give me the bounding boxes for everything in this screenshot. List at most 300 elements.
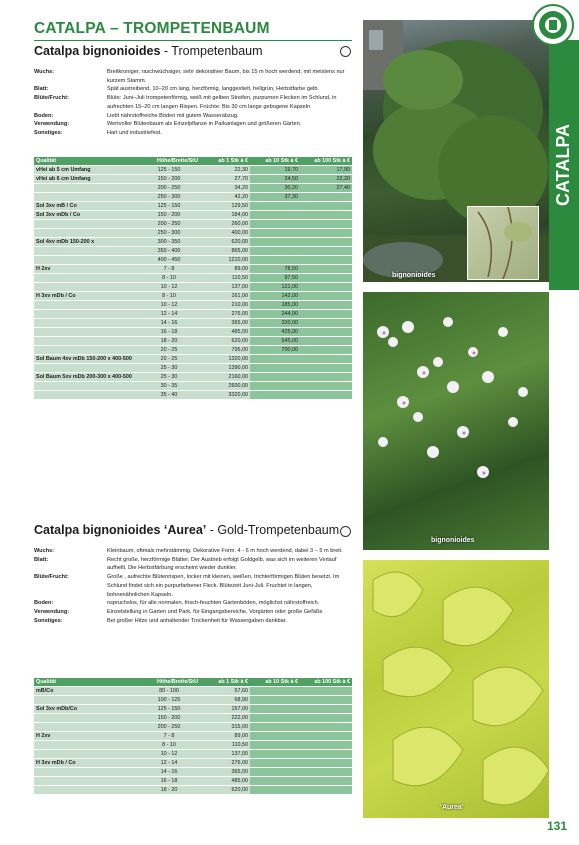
table-cell: 315,00 [200, 723, 250, 732]
flowers-graphic [363, 292, 549, 550]
table-cell [300, 382, 352, 391]
table-cell [34, 786, 138, 795]
photo-caption: bignonioides [392, 272, 436, 279]
table-cell: 865,00 [200, 247, 250, 256]
table-cell: 276,00 [200, 759, 250, 768]
common-title: TROMPETENBAUM [123, 20, 270, 37]
table-cell [300, 301, 352, 310]
description-value: Einzelstellung in Garten und Park, für Eingangsbereiche, Vorgärten oder große Gefäße [107, 608, 323, 615]
table-cell: 8 - 10 [138, 274, 200, 283]
table-cell [300, 723, 352, 732]
table-cell [250, 382, 300, 391]
table-cell [250, 229, 300, 238]
table-row [34, 705, 352, 714]
description-key: Sonstiges: [34, 617, 63, 624]
table-cell: 365,00 [200, 319, 250, 328]
table-cell: 150 - 200 [138, 211, 200, 220]
table-cell [250, 373, 300, 382]
description-value: nspruchslos, für alle normalen, frisch-feuchten Gartenböden, möglichst nährstoffreich. [107, 600, 320, 607]
table-cell: 260,00 [200, 220, 250, 229]
table-cell: 10 - 12 [138, 301, 200, 310]
table-cell [34, 256, 138, 265]
table-cell [34, 714, 138, 723]
table-cell: 12 - 14 [138, 759, 200, 768]
table-header-cell: Qualität [34, 678, 138, 687]
table-header-cell: Höhe/Breite/StU [138, 678, 200, 687]
seal-graphic [534, 6, 572, 44]
table-cell: 16 - 18 [138, 328, 200, 337]
table-cell: H 2xv [34, 732, 138, 741]
table-cell [300, 310, 352, 319]
table-row [34, 175, 352, 184]
table-cell [250, 714, 300, 723]
table-cell [250, 202, 300, 211]
table-cell: 1390,00 [200, 364, 250, 373]
photo-caption: ‘Aurea’ [440, 804, 464, 811]
table-cell [250, 687, 300, 696]
table-cell: 80 - 100 [138, 687, 200, 696]
description-key: Boden: [34, 112, 54, 119]
table-cell: 125 - 150 [138, 166, 200, 175]
table-cell: 184,00 [200, 211, 250, 220]
table-cell: 485,00 [200, 777, 250, 786]
table-row [34, 696, 352, 705]
description-value: Bei großer Hitze und anhaltender Trockenheit für Wassergaben dankbar. [107, 617, 287, 624]
table-row [34, 211, 352, 220]
table-cell: 125 - 150 [138, 705, 200, 714]
table-row [34, 301, 352, 310]
table-cell [300, 193, 352, 202]
table-header-cell: ab 10 Stk à € [250, 157, 300, 166]
table-cell [34, 193, 138, 202]
table-cell [300, 768, 352, 777]
table-cell: 7 - 8 [138, 265, 200, 274]
table-cell [300, 373, 352, 382]
table-cell [34, 274, 138, 283]
table-header-cell: Qualität [34, 157, 138, 166]
table-cell: 18 - 20 [138, 337, 200, 346]
table-cell [300, 714, 352, 723]
table-cell [300, 202, 352, 211]
species-common: - Gold-Trompetenbaum [206, 523, 340, 537]
table-cell: 42,20 [200, 193, 250, 202]
description-key: Blüte/Frucht: [34, 574, 69, 581]
table-row [34, 220, 352, 229]
table-cell: 365,00 [200, 768, 250, 777]
table-cell [34, 310, 138, 319]
table-cell [250, 238, 300, 247]
table-row [34, 310, 352, 319]
table-cell [34, 723, 138, 732]
table-cell: 200 - 250 [138, 220, 200, 229]
genus-title: CATALPA [34, 20, 106, 37]
table-cell: 24,50 [250, 175, 300, 184]
table-cell: 185,00 [250, 301, 300, 310]
table-cell [300, 247, 352, 256]
table-cell: 100 - 125 [138, 696, 200, 705]
photo-golden-leaves [363, 560, 549, 818]
table-cell: mB/Co [34, 687, 138, 696]
table-cell [34, 220, 138, 229]
table-cell: 10 - 12 [138, 750, 200, 759]
table-cell: 425,00 [250, 328, 300, 337]
table-cell [250, 391, 300, 400]
table-row [34, 364, 352, 373]
side-tab-label [549, 40, 579, 290]
table-row [34, 328, 352, 337]
table-cell: 2160,00 [200, 373, 250, 382]
description-key: Wuchs: [34, 548, 55, 554]
table-cell [34, 301, 138, 310]
description-value: Große , aufrechte Blütenrispen, locker mit kleinen, weißen, trichterförmigen Blüten besetzt. Im Schlund findet sich ein purpurfarbener Fleck. Blütezeit Juni-Juli. Fruchtet in langen, bohnenähnlichen Kapseln. [107, 574, 340, 598]
side-tab [549, 40, 579, 290]
table-cell: vHei ab 6 cm Umfang [34, 175, 138, 184]
table-cell: 37,30 [250, 193, 300, 202]
price-table [34, 678, 352, 794]
table-cell [300, 346, 352, 355]
select-circle-icon[interactable] [340, 526, 351, 537]
table-cell [250, 705, 300, 714]
table-row [34, 723, 352, 732]
table-row [34, 319, 352, 328]
table-cell: 795,00 [200, 346, 250, 355]
table-row [34, 256, 352, 265]
description-row [34, 599, 354, 608]
table-cell: 2600,00 [200, 382, 250, 391]
table-cell: 17,90 [300, 166, 352, 175]
table-cell: 78,50 [250, 265, 300, 274]
table-cell [34, 768, 138, 777]
table-cell: 30,20 [250, 184, 300, 193]
table-cell: 620,00 [200, 238, 250, 247]
table-cell: 1320,00 [200, 355, 250, 364]
table-cell [34, 184, 138, 193]
description-value: Kleinbaum, oftmals mehrstämmig. Dekorative Form. 4 - 6 m hoch werdend, dabei 3 – 5 m breit. [107, 548, 343, 554]
table-cell: 89,00 [200, 732, 250, 741]
species-heading [34, 44, 263, 58]
table-cell [300, 328, 352, 337]
table-cell: 276,00 [200, 310, 250, 319]
description-block [34, 547, 354, 625]
species-latin: Catalpa bignonioides ‘Aurea’ [34, 523, 207, 537]
table-cell: 121,00 [250, 283, 300, 292]
table-cell [34, 741, 138, 750]
table-cell [250, 364, 300, 373]
table-cell: 150 - 200 [138, 175, 200, 184]
table-cell: 250 - 300 [138, 193, 200, 202]
table-cell: H 3xv mDb / Co [34, 292, 138, 301]
table-cell: H 2xv [34, 265, 138, 274]
table-cell [300, 238, 352, 247]
table-cell [300, 777, 352, 786]
table-cell: Sol 3xv mDb / Co [34, 211, 138, 220]
table-row [34, 382, 352, 391]
table-cell [34, 319, 138, 328]
table-cell: 97,50 [250, 274, 300, 283]
description-key: Wuchs: [34, 69, 55, 75]
table-row [34, 292, 352, 301]
table-row [34, 193, 352, 202]
table-header-cell: ab 10 Stk à € [250, 678, 300, 687]
table-row [34, 759, 352, 768]
description-value: Breitkroniger, raschwüchsiger, sehr dekorativer Baum, bis 15 m hoch werdend, mit meistens nur kurzem Stamm. [107, 69, 345, 84]
table-row [34, 337, 352, 346]
table-cell: 27,70 [200, 175, 250, 184]
table-cell: 14 - 16 [138, 319, 200, 328]
description-row [34, 129, 354, 138]
table-cell: 110,50 [200, 274, 250, 283]
description-key: Verwendung: [34, 121, 70, 128]
table-cell [34, 382, 138, 391]
table-row [34, 265, 352, 274]
table-cell: vHei ab 5 cm Umfang [34, 166, 138, 175]
table-cell [34, 696, 138, 705]
table-row [34, 714, 352, 723]
table-row [34, 346, 352, 355]
table-cell: 222,00 [200, 714, 250, 723]
table-cell [300, 211, 352, 220]
table-row [34, 373, 352, 382]
table-cell [300, 229, 352, 238]
svg-text:CATALPA: CATALPA [552, 124, 573, 206]
description-value: Liebt nährstoffreiche Böden mit gutem Wasserabzug. [107, 112, 239, 119]
table-cell: 19,70 [250, 166, 300, 175]
table-cell [34, 337, 138, 346]
table-cell [34, 750, 138, 759]
table-cell: 22,20 [300, 175, 352, 184]
table-cell: Sol 4xv mDb 150-200 x [34, 238, 138, 247]
table-cell: 18 - 20 [138, 786, 200, 795]
table-cell [250, 211, 300, 220]
table-cell [250, 355, 300, 364]
description-key: Boden: [34, 600, 54, 607]
table-cell [300, 319, 352, 328]
table-cell: 16 - 18 [138, 777, 200, 786]
leaves-graphic [363, 560, 549, 818]
table-cell [300, 732, 352, 741]
table-cell: 22,30 [200, 166, 250, 175]
table-header-cell: ab 1 Stk à € [200, 678, 250, 687]
description-row [34, 547, 354, 556]
table-cell [300, 355, 352, 364]
description-value: Spät austreibend, 10–20 cm lang, herzförmig, langgestielt, hellgrün, Herbstfarbe gelb. [107, 86, 320, 93]
table-cell [300, 741, 352, 750]
table-cell: 700,00 [250, 346, 300, 355]
table-row [34, 786, 352, 795]
table-cell [300, 759, 352, 768]
species-heading [34, 523, 339, 537]
table-header-cell: ab 100 Stk à € [300, 678, 352, 687]
table-cell [250, 220, 300, 229]
table-cell: 400 - 450 [138, 256, 200, 265]
price-table [34, 157, 352, 399]
photo-inset-pods [467, 206, 539, 280]
table-cell: 161,00 [200, 292, 250, 301]
table-row [34, 274, 352, 283]
table-cell [250, 786, 300, 795]
table-cell: 25 - 30 [138, 373, 200, 382]
table-cell [300, 292, 352, 301]
table-cell: 14 - 16 [138, 768, 200, 777]
table-cell [300, 705, 352, 714]
table-cell: Sol 3xv mB / Co [34, 202, 138, 211]
table-cell: 137,00 [200, 283, 250, 292]
table-cell [300, 274, 352, 283]
table-cell: 137,00 [200, 750, 250, 759]
table-cell [300, 283, 352, 292]
table-cell: 20 - 25 [138, 346, 200, 355]
table-cell: 620,00 [200, 337, 250, 346]
table-cell: 10 - 12 [138, 283, 200, 292]
species-common: - Trompetenbaum [160, 44, 263, 58]
description-row [34, 608, 354, 617]
table-cell: 110,50 [200, 741, 250, 750]
table-cell: 8 - 10 [138, 292, 200, 301]
table-cell: 210,00 [200, 301, 250, 310]
table-cell: 7 - 8 [138, 732, 200, 741]
table-cell: 68,90 [200, 696, 250, 705]
table-cell: 142,00 [250, 292, 300, 301]
table-cell: 12 - 14 [138, 310, 200, 319]
table-cell: 35 - 40 [138, 391, 200, 400]
description-key: Verwendung: [34, 608, 70, 615]
table-cell [34, 283, 138, 292]
table-cell: 27,40 [300, 184, 352, 193]
table-cell: 545,00 [250, 337, 300, 346]
table-row [34, 687, 352, 696]
table-cell: 25 - 30 [138, 364, 200, 373]
table-cell [300, 265, 352, 274]
table-cell: 89,00 [200, 265, 250, 274]
table-cell: 350 - 400 [138, 247, 200, 256]
table-cell: 250 - 300 [138, 229, 200, 238]
table-cell: 150 - 200 [138, 714, 200, 723]
table-row [34, 750, 352, 759]
table-cell [34, 247, 138, 256]
table-cell: 620,00 [200, 786, 250, 795]
section-title [34, 20, 270, 38]
description-row [34, 617, 354, 626]
table-cell: 244,00 [250, 310, 300, 319]
table-cell [300, 687, 352, 696]
table-cell: 320,00 [250, 319, 300, 328]
logo-seal-icon [532, 4, 574, 46]
table-cell: 34,20 [200, 184, 250, 193]
table-row [34, 238, 352, 247]
table-cell: 125 - 150 [138, 202, 200, 211]
table-row [34, 355, 352, 364]
table-row [34, 777, 352, 786]
table-cell: 157,00 [200, 705, 250, 714]
table-cell [250, 741, 300, 750]
table-row [34, 247, 352, 256]
table-cell [250, 759, 300, 768]
table-cell: 400,00 [200, 229, 250, 238]
table-cell [300, 256, 352, 265]
table-header-cell: ab 1 Stk à € [200, 157, 250, 166]
table-header-cell: ab 100 Stk à € [300, 157, 352, 166]
table-cell: 300 - 350 [138, 238, 200, 247]
table-cell: 200 - 250 [138, 723, 200, 732]
table-cell: 485,00 [200, 328, 250, 337]
table-cell [34, 346, 138, 355]
table-cell [300, 364, 352, 373]
description-key: Blüte/Frucht: [34, 95, 69, 102]
table-cell [300, 750, 352, 759]
description-block [34, 68, 354, 138]
description-row [34, 573, 354, 599]
table-cell: 57,60 [200, 687, 250, 696]
table-cell [300, 786, 352, 795]
description-row [34, 112, 354, 121]
table-row [34, 202, 352, 211]
table-cell [300, 337, 352, 346]
table-row [34, 768, 352, 777]
description-value: Wertvoller Blütenbaum als Einzelpflanze in Parkanlagen und größeren Gärten. [107, 121, 302, 128]
table-row [34, 283, 352, 292]
table-cell [300, 696, 352, 705]
page-number: 131 [546, 819, 567, 833]
photo-caption: bignonioides [431, 537, 475, 544]
species-latin: Catalpa bignonioides [34, 44, 161, 58]
description-key: Blatt: [34, 86, 49, 93]
title-separator: – [105, 20, 124, 37]
table-cell: 30 - 35 [138, 382, 200, 391]
description-row [34, 94, 354, 111]
table-row [34, 229, 352, 238]
photo-flowers [363, 292, 549, 550]
table-cell: Sol Baum 5xv mDb 200-300 x 400-500 [34, 373, 138, 382]
description-row [34, 556, 354, 573]
table-header-cell: Höhe/Breite/StU [138, 157, 200, 166]
title-rule [34, 40, 352, 41]
table-cell: 20 - 25 [138, 355, 200, 364]
table-cell [250, 732, 300, 741]
description-row [34, 120, 354, 129]
table-row [34, 391, 352, 400]
table-cell [300, 220, 352, 229]
table-row [34, 166, 352, 175]
description-row [34, 68, 354, 85]
table-cell: H 3xv mDb / Co [34, 759, 138, 768]
table-cell: 200 - 250 [138, 184, 200, 193]
table-cell [250, 723, 300, 732]
table-cell [250, 768, 300, 777]
table-cell [300, 391, 352, 400]
description-key: Blatt: [34, 556, 49, 563]
table-cell [250, 750, 300, 759]
description-value: Hart und industriefest. [107, 129, 162, 136]
table-cell [250, 777, 300, 786]
table-cell [34, 364, 138, 373]
table-cell [34, 777, 138, 786]
table-cell [250, 247, 300, 256]
table-row [34, 732, 352, 741]
photo-tree [363, 20, 549, 282]
table-row [34, 741, 352, 750]
description-row [34, 85, 354, 94]
table-cell: 129,50 [200, 202, 250, 211]
table-cell [250, 696, 300, 705]
select-circle-icon[interactable] [340, 46, 351, 57]
table-cell: 1210,00 [200, 256, 250, 265]
table-row [34, 184, 352, 193]
table-cell [34, 328, 138, 337]
table-cell: Sol Baum 4xv mDb 150-200 x 400-500 [34, 355, 138, 364]
table-cell [34, 229, 138, 238]
table-cell: Sol 3xv mDb/Co [34, 705, 138, 714]
description-value: Recht große, herzförmige Blätter. Der Austrieb erfolgt Goldgelb, was sich im weiteren Verlauf aufhellt. Die Herbstfärbung erscheint wieder dunkler. [107, 556, 337, 572]
